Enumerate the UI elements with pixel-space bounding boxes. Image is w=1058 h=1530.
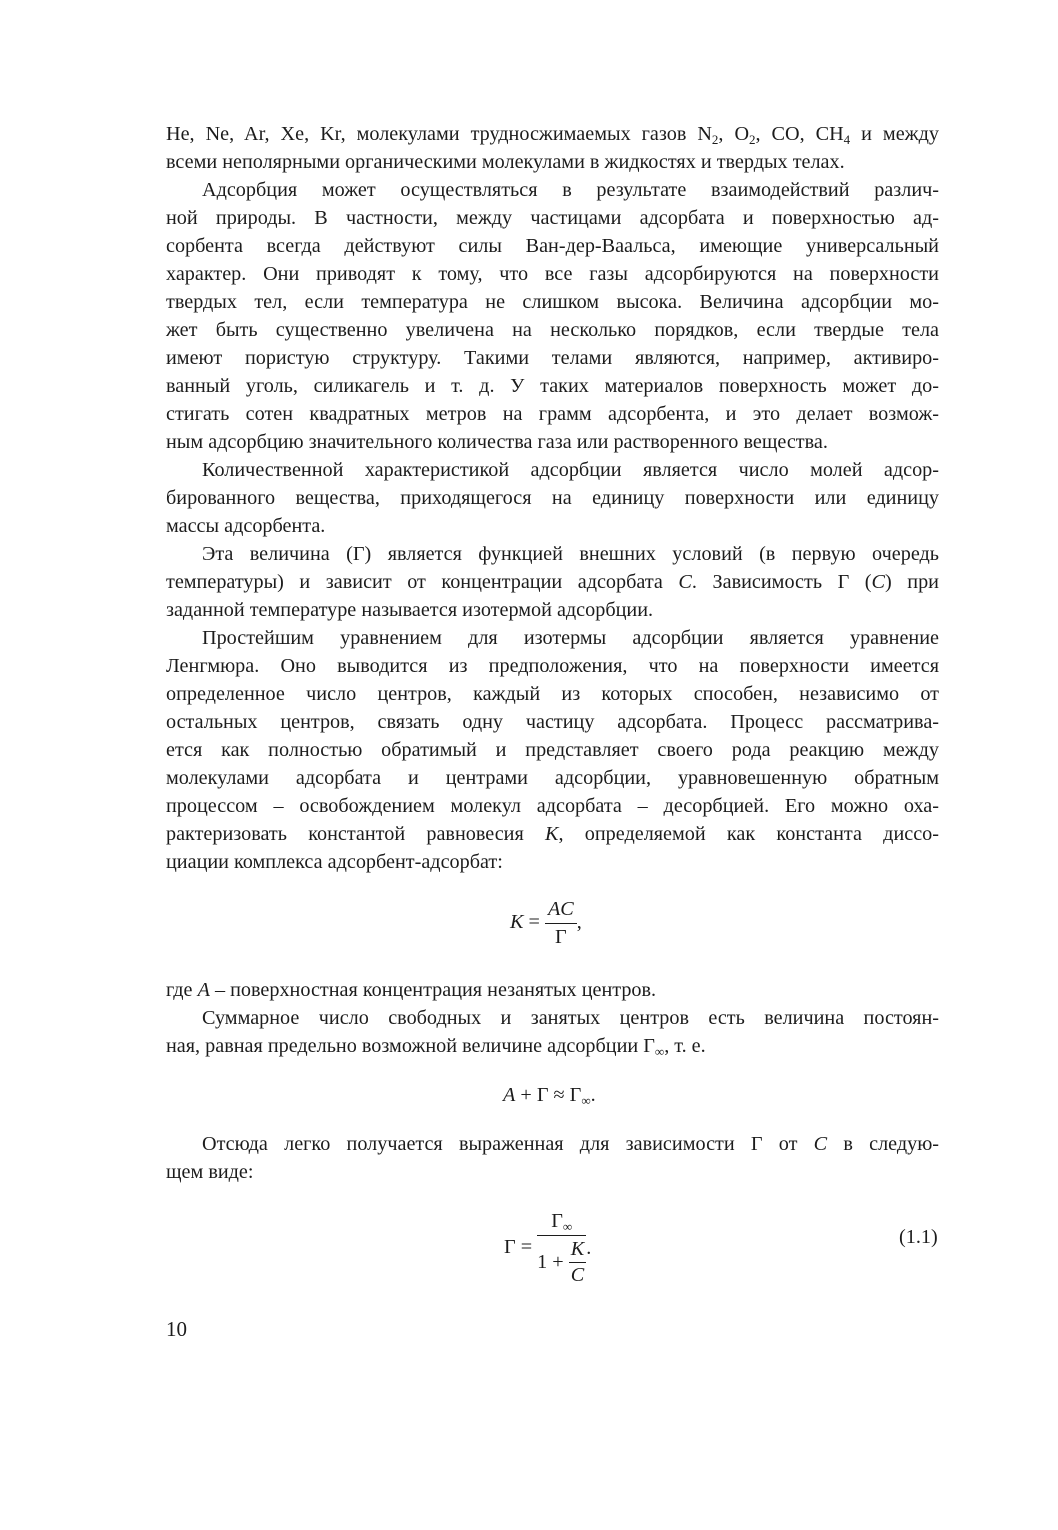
text-line: стигать сотен квадратных метров на грамм адсорбента, и это делает возмож- [166,403,939,425]
paragraph-1 [166,120,939,176]
inner-fraction: $\frac{K}{C}$ [570,1238,585,1286]
text-line: Простейшим уравнением для изотермы адсорбции является уравнение [202,627,939,649]
equation-total-centers: $A + Г \approx Г_\infty$. [503,1084,596,1108]
fraction: $\frac{AC}{Г}$ [545,898,577,949]
equation-number: (1.1) [899,1226,938,1248]
text-line: Суммарное число свободных и занятых центров есть величина постоян- [202,1007,939,1029]
paragraph-5 [166,624,939,876]
text-line: ванный уголь, силикагель и т. д. У таких материалов поверхность может до- [166,375,939,397]
paragraph-3 [166,456,939,540]
text-line: остальных центров, связать одну частицу адсорбата. Процесс рассматрива- [166,711,939,733]
text-line: ется как полностью обратимый и представляет своего рода реакцию между [166,739,939,761]
text-line: процессом – освобождением молекул адсорбата – десорбцией. Его можно оха- [166,795,939,817]
text-line: рактеризовать константой равновесия K, определяемой как константа диссо- [166,823,939,845]
equation-langmuir: Г = $Г_\infty$ 1 + $\frac{K}{C}$ . [504,1210,592,1286]
text-line: He, Ne, Ar, Xe, Kr, молекулами трудносжимаемых газов $N_2$, $O_2$, CO, $CH_4$ и между [166,123,939,147]
text-line: где A – поверхностная концентрация незанятых центров. [166,979,657,1001]
text-line: Количественной характеристикой адсорбции является число молей адсор- [202,459,939,481]
text-line: температуры) и зависит от концентрации адсорбата C. Зависимость Г (C) при [166,571,939,593]
paragraph-4 [166,540,939,624]
text-line: определенное число центров, каждый из которых способен, независимо от [166,683,939,705]
text-line: Эта величина (Г) является функцией внешних условий (в первую очередь [202,543,939,565]
text-line: твердых тел, если температура не слишком высока. Величина адсорбции мо- [166,291,939,313]
paragraph-6 [166,1004,939,1060]
text-line: сорбента всегда действуют силы Ван-дер-Ваальса, имеющие универсальный [166,235,939,257]
text-line: циации комплекса адсорбент-адсорбат: [166,851,503,873]
text-line: массы адсорбента. [166,515,326,537]
where-line [166,976,939,1004]
text-line: Отсюда легко получается выраженная для зависимости Г от C в следую- [202,1133,940,1155]
text-line: характер. Они приводят к тому, что все газы адсорбируются на поверхности [166,263,939,285]
page-number: 10 [166,1317,187,1341]
text-line: ной природы. В частности, между частицами адсорбата и поверхностью ад- [166,207,939,229]
text-line: всеми неполярными органическими молекулами в жидкостях и твердых телах. [166,151,845,173]
text-line: имеют пористую структуру. Такими телами являются, например, активиро- [166,347,939,369]
paragraph-2 [166,176,939,456]
text-line: Ленгмюра. Оно выводится из предположения, что на поверхности имеется [166,655,939,677]
text-line: ным адсорбцию значительного количества газа или растворенного вещества. [166,431,828,453]
paragraph-7 [166,1130,939,1186]
text-line: жет быть существенно увеличена на несколько порядков, если твердые тела [166,319,939,341]
text-line: заданной температуре называется изотермой адсорбции. [166,599,654,621]
text-line: молекулами адсорбата и центрами адсорбции, уравновешенную обратным [166,767,939,789]
fraction: $Г_\infty$ 1 + $\frac{K}{C}$ [537,1210,585,1286]
text-line: щем виде: [166,1161,254,1183]
equation-dissociation-constant: K = $\frac{AC}{Г}$ , [510,898,582,948]
text-line: ная, равная предельно возможной величине адсорбции $Г_\infty$, т. е. [166,1035,706,1059]
text-line: бированного вещества, приходящегося на единицу поверхности или единицу [166,487,939,509]
text-line: Адсорбция может осуществляться в результате взаимодействий различ- [202,179,939,201]
